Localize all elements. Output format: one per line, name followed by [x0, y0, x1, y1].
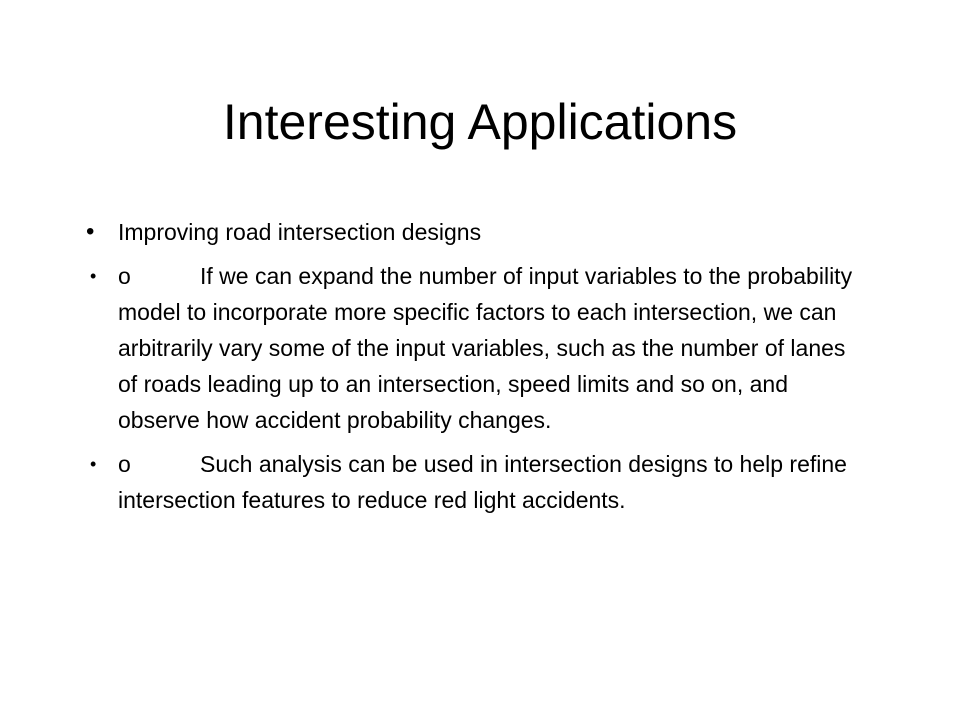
bullet-marker: • — [90, 454, 97, 474]
bullet-text: Improving road intersection designs — [118, 219, 482, 245]
bullet-text: If we can expand the number of input variables to the probability model to incorporate more specific factors to each intersection, we can arbitrarily vary some of the input variables, such as the number of lanes of roads leading up to an intersection, speed limits and so on, and observe how accident probability changes. — [118, 263, 853, 433]
sub-bullet-marker: o — [118, 451, 131, 477]
bullet-list — [0, 214, 960, 518]
sub-bullet-marker: o — [118, 263, 131, 289]
bullet-text: Such analysis can be used in intersection designs to help refine intersection features to reduce red light accidents. — [118, 451, 847, 513]
bullet-marker: • — [86, 218, 95, 245]
bullet-item — [0, 258, 858, 438]
bullet-item — [0, 214, 878, 250]
bullet-item — [0, 446, 858, 518]
slide-title: Interesting Applications — [222, 94, 738, 150]
bullet-marker: • — [90, 266, 97, 286]
